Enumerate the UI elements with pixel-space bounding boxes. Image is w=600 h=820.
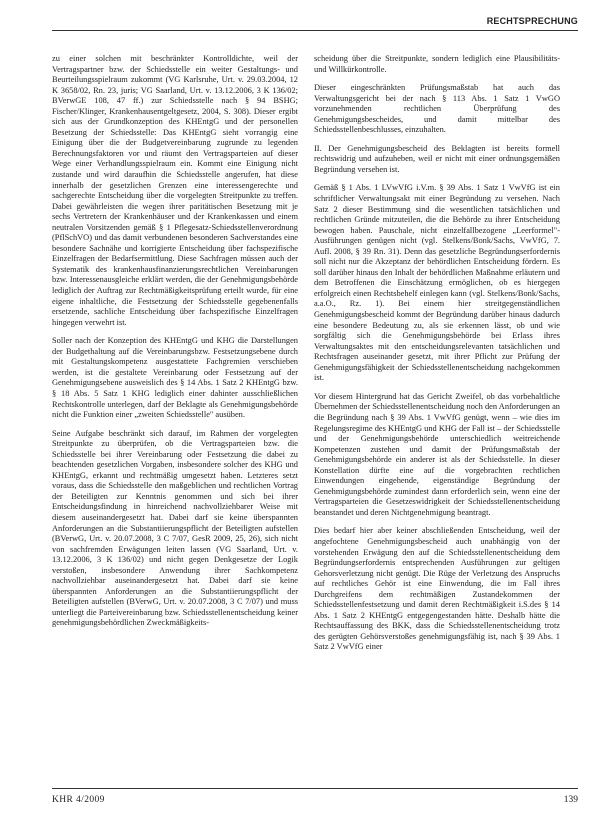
right-paragraph-6: Dies bedarf hier aber keiner abschließenden Entscheidung, weil der angefochtene Genehmigungsbescheid auch unabhängig von der vorstehenden Erwägung den auf die Schiedsstellenentscheidung dem Begründungserfordernis entsprechenden Ausführungen zur geltigen Gehorsverletzung nicht genügt. Die Rüge der Verletzung des Anspruchs auf rechtliches Gehör ist eine Einwendung, die im Fall ihres Durchgreifens dem rechtmäßigen Zustandekommen der Schiedsstellenfestsetzung und damit deren Rechtmäßigkeit i.S.des § 14 Abs. 1 Satz 2 KHEntgG entgegengestanden hätte. Deshalb hätte die Rechtsauffassung des BKK, dass die Schiedsstellenentscheidung trotz des gerügten Gehörsverstoßes genehmigungsfähig ist, nach § 39 Abs. 1 Satz 2 VwVfG einer [314, 526, 560, 652]
section-label: RECHTSPRECHUNG [486, 16, 578, 26]
journal-name: KHR 4/2009 [52, 795, 105, 805]
right-paragraph-2: Dieser eingeschränkten Prüfungsmaßstab hat auch das Verwaltungsgericht bei der nach § 113 Abs. 1 Satz 1 VwGO vorzunehmenden rechtlichen Überprüfung des Genehmigungsbescheides, und damit mittelbar des Schiedsstellenbeschlusses, einzuhalten. [314, 83, 560, 135]
right-paragraph-3: II. Der Genehmigungsbescheid des Beklagten ist bereits formell rechtswidrig und aufzuheben, weil er nicht mit einer ordnungsgemäßen Begründung versehen ist. [314, 143, 560, 174]
left-paragraph-2: Soller nach der Konzeption des KHEntgG und KHG die Darstellungen der Budgethaltung auf die Vereinbarungsbzw. Festsetzungsebene durch mit Gestaltungskompetenz ausgestattete Fachgremien verschieben werden, ist die gestaltete Vereinbarung oder Festsetzung auf der Genehmigungsebene ausweislich des § 14 Abs. 1 Satz 2 KHEntgG bzw. § 18 Abs. 5 Satz 1 KHG lediglich einer dahinter ausschließlichen Rechtskontrolle unterlegen, darf der Beklagte als Genehmigungsbehörde nicht die Funktion einer „zweiten Schiedsstelle" ausüben. [52, 336, 298, 420]
left-paragraph-3: Seine Aufgabe beschränkt sich darauf, im Rahmen der vorgelegten Streitpunkte zu überprüfen, ob die Vertragsparteien bzw. die Schiedsstelle bei ihrer Vereinbarung oder Festsetzung die dabei zu beachtenden gesetzlichen Vorgaben, insbesondere solcher des KHG und KHEntgG, erkannt und rechtmäßig umgesetzt haben. Letzteres setzt voraus, dass die Schiedsstelle den maßgeblichen und rechtlichen Vortrag der Beteiligten zur Kenntnis genommen und sich bei ihrer Entscheidungsfindung in hinreichend nachvollziehbarer Weise mit diesem auseinandergesetzt hat. Dabei darf sie keine überspannten Anforderungen an die Substantiierungspflicht der Beteiligten aufstellen (BVerwG, Urt. v. 20.07.2008, 3 C 7/07, GesR 2009, 25, 26), sich nicht von sachfremden Erwägungen leiten lassen (VG Saarland, Urt. v. 13.12.2006, 3 K 136/02) und nicht gegen Denkgesetze der Logik verstoßen, insbesondere Anwendung ihrer Sachkompetenz nachvollziehbar auseinandergesetzt hat. Dabei darf sie keine überspannten Anforderungen an die Substantiierungspflicht der Beteiligten aufstellen (BVerwG, Urt. v. 20.07.2008, 3 C 7/07) und muss unterliegt die Parteivereinbarung bzw. Schiedsstellenentscheidung keiner genehmigungsbehördlichen Zweckmäßigkeits- [52, 428, 298, 628]
left-column [52, 54, 298, 637]
right-paragraph-5: Vor diesem Hintergrund hat das Gericht Zweifel, ob das vorbehaltliche Übernehmen der Schiedsstellenentscheidung noch den Anforderungen an die Begründung nach § 39 Abs. 1 VwVfG genügt, wenn – wie dies im Regelungsregime des KHEntgG und KHG der Fall ist – der Schiedsstelle und der Genehmigungsbehörde unterschiedlich weitreichende Kompetenzen zustehen und damit der Prüfungsmaßstab der Genehmigungsbehörde ein anderer ist als der Schiedsstelle. In dieser Konstellation dürfte eine auf die vorgebrachten rechtlichen Einwendungen eingehende, eigenständige Begründung der Genehmigungsbehörde zumindest dann erforderlich sein, wenn eine der Vertragsparteien die Gesetzeswidrigkeit der Schiedsstellenentscheidung beanstandet und deren Nichtgenehmigung beantragt. [314, 391, 560, 517]
right-paragraph-1: scheidung über die Streitpunkte, sondern lediglich eine Plausibilitäts- und Willkürkontrolle. [314, 54, 560, 74]
right-column [314, 54, 560, 661]
page-number: 139 [563, 795, 578, 805]
header-rule [52, 30, 578, 31]
footer-rule [52, 788, 578, 789]
right-paragraph-4: Gemäß § 1 Abs. 1 LVwVfG i.V.m. § 39 Abs. 1 Satz 1 VwVfG ist ein schriftlicher Verwaltungsakt mit einer Begründung zu versehen. Nach Satz 2 dieser Bestimmung sind die wesentlichen tatsächlichen und rechtlichen Gründe mitzuteilen, die die Behörde zu ihrer Entscheidung bewogen haben. Pauschale, nicht einzelfallbezogene „Leerformel"-Ausführungen genügen nicht (vgl. Stelkens/Bonk/Sachs, VwVfG, 7. Aufl. 2008, § 39 Rn. 31). Denn das gesetzliche Begründungserfordernis soll nicht nur die Akzeptanz der behördlichen Entscheidung fördern. Es soll darüber hinaus den Inhalt der behördlichen Maßnahme erläutern und dem Betroffenen die Einschätzung ermöglichen, ob es hiergegen erfolgreich einen Rechtsbehelf einlegen kann (vgl. Stelkens/Bonk/Sachs, a.a.O., Rz. 1). Bei einem hier streitgegenständlichen Genehmigungsbescheid kommt der Begründung darüber hinaus dadurch eine besondere Bedeutung zu, als sie erkennen lässt, ob und wie sorgfältig sich die Genehmigungsbehörde bei Erlass ihres Verwaltungsaktes mit den entscheidungsrelevanten tatsächlichen und Rechtsfragen auseinander gesetzt, mit ihrer Pflicht zur Prüfung der Genehmigungsfähigkeit der Schiedsstellenentscheidung nachgekommen ist. [314, 183, 560, 383]
left-paragraph-1: zu einer solchen mit beschränkter Kontrolldichte, weil der Vertragspartner bzw. der Schiedsstelle ein weiter Gestaltungs- und Beurteilungsspielraum zukommt (VG Karlsruhe, Urt. v. 29.03.2004, 12 K 3658/02, Rn. 23, juris; VG Saarland, Urt. v. 13.12.2006, 3 K 136/02; BVerwGE 108, 47 ff.) zur Schiedsstelle nach § 94 BSHG; Fischer/Klinger, Krankenhausentgeltgesetz, 2004, S. 308). Dieser ergibt sich aus der Grundkonzeption des KHEntgG und der personellen Besetzung der Schiedsstelle: Das KHEntgG sieht vorrangig eine Einigung über die der Budgetvereinbarung zugrunde zu legenden Berechnungsfaktoren vor und räumt den Vertragsparteien auf dieser Wege einer Verhandlungsspielraum ein. Kommt eine Einigung nicht zustande und wird daraufhin die Schiedsstelle angerufen, hat diese innerhalb der gesetzlichen Grenzen eine interessengerechte und sachgerechte Entscheidung über die vorgelegten Streitpunkte zu treffen. Dabei gewährleisten die wegen ihrer paritätischen Besetzung mit je sechs Vertretern der Krankenhäuser und der Krankenkassen und einem neutralen Vorsitzenden gemäß § 1 Pflegesatz-Schiedsstellenverordnung (PflSchVO) und das damit verbundenen besonderen Sachverstandes eine besondere Sachnähe und korrigierte Entscheidung über fachspezifische Einzelfragen der Bedarfsermittlung. Diese Sachfragen müssen auch der Systematik des krankenhausfinanzierungsrechtlichen Vereinbarungen bzw. Interessenausgleiche erklärt werden, die der Genehmigungsbehörde lediglich der Auftrag zur Rechtmäßigkeitsprüfung erteilt wurde, für eine eigene inhaltliche, die Festsetzung der Schiedsstelle gegebenenfalls ersetzende, sachliche Entscheidung über fachspezifische Einzelfragen hingegen verwehrt ist. [52, 54, 298, 327]
